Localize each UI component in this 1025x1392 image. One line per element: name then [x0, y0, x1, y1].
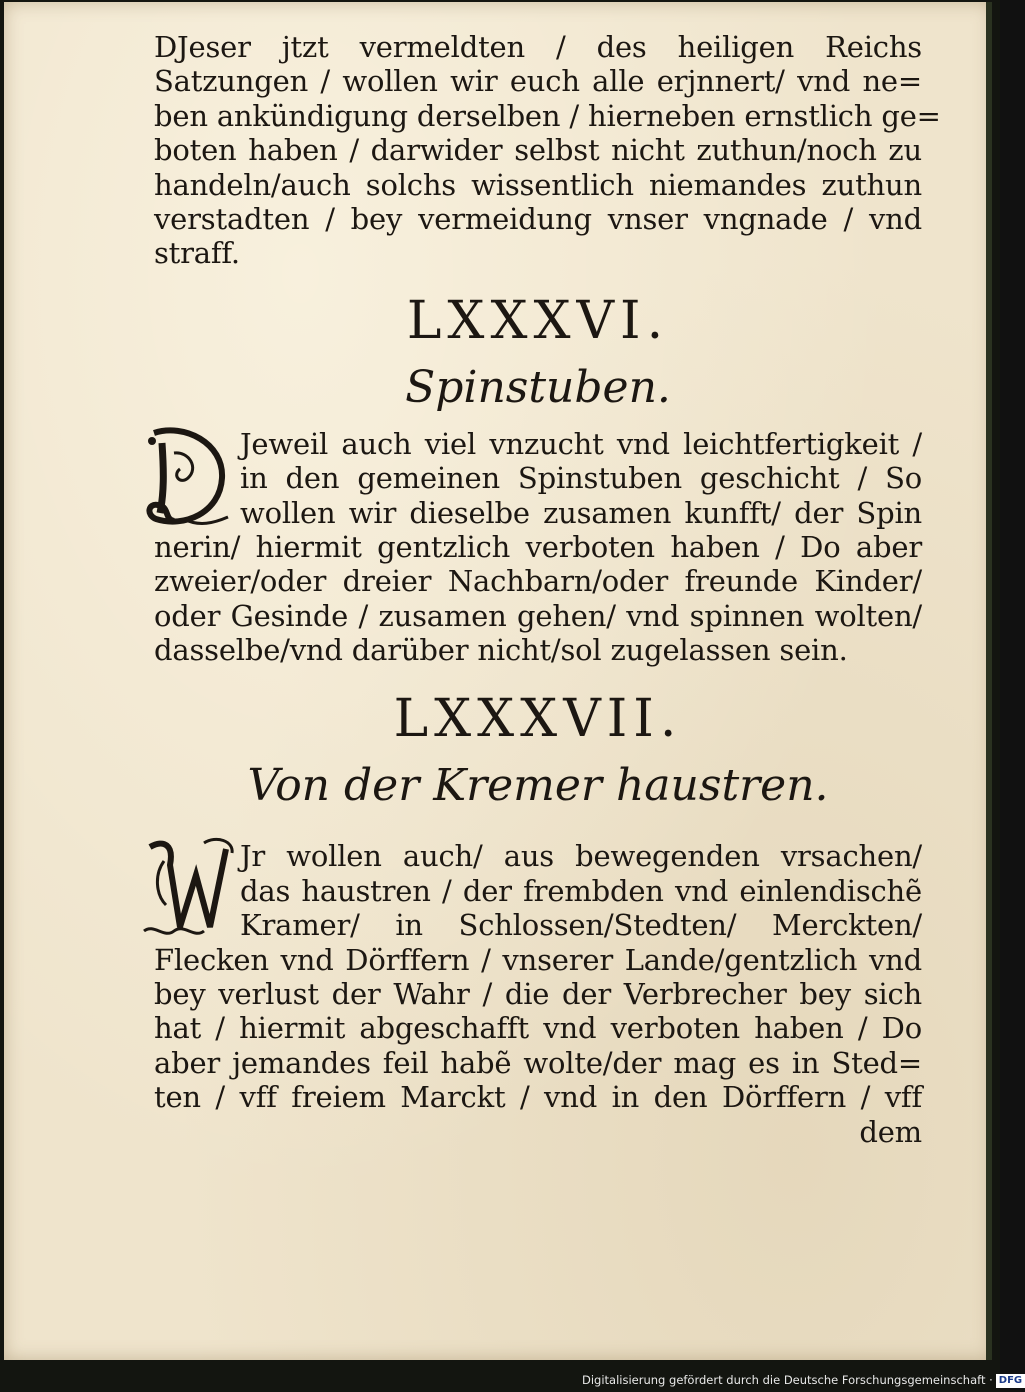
funding-footer	[582, 1370, 1023, 1390]
section-87-line: Flecken vnd Dörffern / vnserer Lande/gentzlich vnd	[154, 942, 922, 977]
document-page	[4, 2, 992, 1360]
intro-line: Satzungen / wollen wir euch alle erjnnert/ vnd ne=	[154, 64, 922, 99]
intro-line: ben ankündigung derselben / hierneben ernstlich ge=	[154, 98, 941, 133]
section-title: Spinstuben.	[405, 361, 671, 413]
section-86-line: oder Gesinde / zusamen gehen/ vnd spinnen wolten/	[154, 598, 922, 633]
section-86-line: zweier/oder dreier Nachbarn/oder freunde Kinder/	[154, 564, 922, 599]
intro-line: boten haben / darwider selbst nicht zuthun/noch zu	[154, 133, 922, 168]
intro-line: DJeser jtzt vermeldten / des heiligen Reichs	[154, 30, 922, 64]
section-87-line: hat / hiermit abgeschafft vnd verboten haben / Do	[154, 1011, 922, 1046]
section-86-line: dasselbe/vnd darüber nicht/sol zugelassen sein.	[154, 633, 848, 668]
section-87-line: Jr wollen auch/ aus bewegenden vrsachen/	[240, 839, 922, 874]
section-number: LXXXVI.	[406, 290, 670, 351]
intro-line: handeln/auch solchs wissentlich niemandes zuthun	[154, 167, 922, 202]
section-86-line: wollen wir dieselbe zusamen kunfft/ der Spin	[240, 495, 922, 530]
section-title: Von der Kremer haustren.	[247, 760, 829, 812]
decorated-initial	[150, 839, 230, 939]
section-86-line: nerin/ hiermit gentzlich verboten haben / Do aber	[154, 529, 922, 564]
decorated-initial	[150, 427, 230, 527]
catchword: dem	[859, 1114, 922, 1149]
section-87-line: ten / vff freiem Marckt / vnd in den Dörffern / vff	[154, 1080, 922, 1115]
section-87-line: das haustren / der frembden vnd einlendischẽ	[240, 873, 922, 908]
section-86-paragraph	[154, 427, 922, 668]
section-87-line: bey verlust der Wahr / die der Verbrecher bey sich	[154, 977, 922, 1012]
text-block	[154, 30, 941, 1149]
section-86-line: in den gemeinen Spinstuben geschicht / So	[240, 461, 922, 496]
section-86-line: Jeweil auch viel vnzucht vnd leichtfertigkeit /	[240, 426, 922, 461]
section-87-line: aber jemandes feil habẽ wolte/der mag es in Sted=	[154, 1045, 922, 1080]
intro-line: straff.	[154, 236, 240, 271]
footer-text: Digitalisierung gefördert durch die Deutsche Forschungsgemeinschaft ·	[582, 1373, 993, 1387]
intro-line: verstadten / bey vermeidung vnser vngnade / vnd	[154, 201, 922, 236]
section-number: LXXXVII.	[393, 689, 683, 750]
dfg-logo[interactable]: DFG	[996, 1374, 1025, 1388]
intro-paragraph	[154, 30, 941, 271]
section-87-paragraph	[154, 839, 922, 1149]
page-edge	[986, 2, 992, 1360]
section-87-line: Kramer/ in Schlossen/Stedten/ Merckten/	[240, 908, 922, 943]
